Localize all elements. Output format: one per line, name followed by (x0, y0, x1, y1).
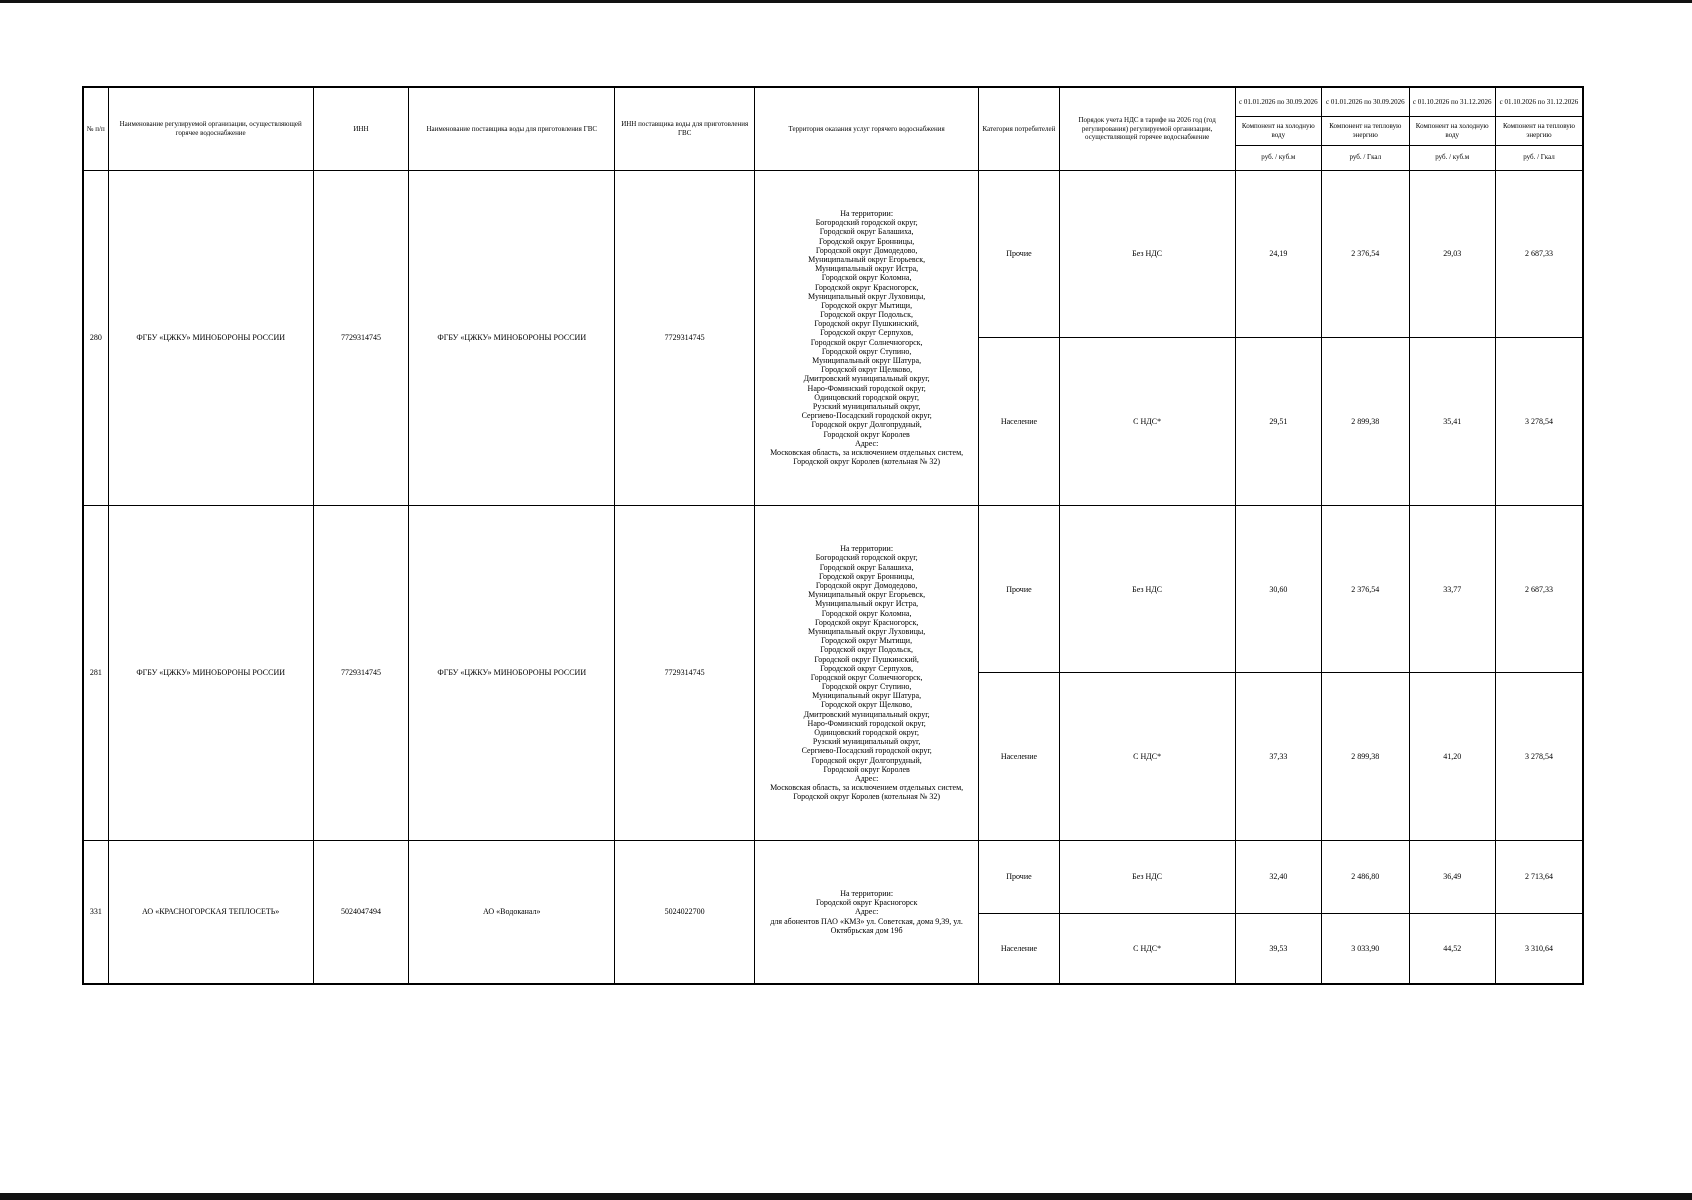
territory-line: Богородский городской округ, (815, 218, 918, 228)
territory-line: Московская область, за исключением отдельных систем, Городской округ Королев (котельная № 32) (770, 783, 964, 802)
territory-line: На территории: (840, 209, 894, 219)
value-cold-water-q1-q3: 39,53 (1235, 913, 1321, 984)
territory-line: Муниципальный округ Луховицы, (808, 626, 926, 636)
territory-line: Адрес: (854, 438, 879, 448)
value-heat-energy-q4: 3 278,54 (1495, 673, 1583, 841)
territory-line: Городской округ Красногорск, (814, 617, 919, 627)
header-component-1: Компонент на холодную воду (1235, 116, 1321, 145)
scan-edge-bottom (0, 1193, 1692, 1200)
row-number: 281 (83, 505, 108, 840)
territory-line: Городской округ Королев (823, 429, 910, 439)
header-category: Категория потребителей (979, 87, 1059, 170)
value-cold-water-q1-q3: 29,51 (1235, 338, 1321, 506)
territory-line: Городской округ Красногорск (815, 898, 918, 908)
vat-order: С НДС* (1059, 913, 1235, 984)
supplier-name: ФГБУ «ЦЖКУ» МИНОБОРОНЫ РОССИИ (409, 170, 615, 505)
territory-line: Наро-Фоминский городской округ, (807, 718, 926, 728)
supplier-name: ФГБУ «ЦЖКУ» МИНОБОРОНЫ РОССИИ (409, 505, 615, 840)
territory-line: Городской округ Домодедово, (815, 581, 918, 591)
value-cold-water-q4: 41,20 (1409, 673, 1495, 841)
header-unit-1: руб. / куб.м (1235, 145, 1321, 170)
territory-cell (755, 841, 979, 984)
value-heat-energy-q1-q3: 2 899,38 (1322, 673, 1409, 841)
vat-order: С НДС* (1059, 673, 1235, 841)
territory-line: Городской округ Ступино, (821, 682, 912, 692)
value-heat-energy-q1-q3: 2 486,80 (1322, 841, 1409, 914)
header-unit-4: руб. / Гкал (1495, 145, 1583, 170)
territory-line: Сергиево-Посадский городской округ, (801, 746, 932, 756)
territory-line: Муниципальный округ Истра, (815, 599, 919, 609)
territory-line: Городской округ Щелково, (821, 365, 913, 375)
territory-line: Рузский муниципальный округ, (812, 401, 921, 411)
territory-line: Московская область, за исключением отдельных систем, Городской округ Королев (котельная № 32) (770, 447, 964, 467)
header-inn: ИНН (313, 87, 409, 170)
consumer-category: Население (979, 338, 1059, 506)
value-heat-energy-q4: 3 310,64 (1495, 913, 1583, 984)
consumer-category: Население (979, 673, 1059, 841)
supplier-inn: 7729314745 (615, 505, 755, 840)
supplier-inn: 7729314745 (615, 170, 755, 505)
territory-line: На территории: (840, 889, 894, 899)
territory-line: Городской округ Щелково, (821, 700, 913, 710)
value-cold-water-q1-q3: 37,33 (1235, 673, 1321, 841)
territory-line: Дмитровский муниципальный округ, (803, 709, 930, 719)
table-row (83, 841, 1583, 914)
header-unit-3: руб. / куб.м (1409, 145, 1495, 170)
territory-line: Городской округ Домодедово, (815, 245, 918, 255)
org-inn: 7729314745 (313, 170, 409, 505)
territory-line: Городской округ Долгопрудный, (811, 420, 922, 430)
territory-line: Одинцовский городской округ, (814, 392, 919, 402)
table-row (83, 170, 1583, 338)
header-period-1: с 01.01.2026 по 30.09.2026 (1235, 87, 1321, 116)
consumer-category: Прочие (979, 841, 1059, 914)
territory-line: Городской округ Королев (823, 764, 910, 774)
value-heat-energy-q4: 2 713,64 (1495, 841, 1583, 914)
territory-line: Городской округ Мытищи, (821, 636, 913, 646)
territory-line: Городской округ Пушкинский, (814, 319, 919, 329)
header-num: № п/п (83, 87, 108, 170)
territory-line: Муниципальный округ Егорьевск, (808, 254, 926, 264)
territory-line: для абонентов ПАО «КМЗ» ул. Советская, дома 9,39, ул. Октябрьская дом 19б (770, 916, 963, 935)
territory-line: Городской округ Бронницы, (819, 236, 915, 246)
territory-cell (755, 505, 979, 840)
vat-order: Без НДС (1059, 841, 1235, 914)
consumer-category: Население (979, 913, 1059, 984)
territory-line: Наро-Фоминский городской округ, (807, 383, 926, 393)
value-cold-water-q1-q3: 32,40 (1235, 841, 1321, 914)
territory-line: Одинцовский городской округ, (814, 728, 919, 738)
value-heat-energy-q4: 2 687,33 (1495, 170, 1583, 338)
territory-line: Городской округ Серпухов, (820, 663, 914, 673)
supplier-name: АО «Водоканал» (409, 841, 615, 984)
value-heat-energy-q4: 3 278,54 (1495, 338, 1583, 506)
org-inn: 7729314745 (313, 505, 409, 840)
territory-line: Муниципальный округ Шатура, (812, 691, 922, 701)
territory-line: Адрес: (854, 907, 879, 917)
value-cold-water-q1-q3: 30,60 (1235, 505, 1321, 673)
territory-line: Городской округ Подольск, (820, 645, 913, 655)
territory-line: Муниципальный округ Луховицы, (808, 291, 926, 301)
row-number: 280 (83, 170, 108, 505)
territory-line: Муниципальный округ Шатура, (812, 356, 922, 366)
header-supplier: Наименование поставщика воды для приготовления ГВС (409, 87, 615, 170)
territory-line: Городской округ Балашиха, (819, 227, 914, 237)
org-inn: 5024047494 (313, 841, 409, 984)
territory-line: Городской округ Балашиха, (819, 562, 914, 572)
territory-line: Адрес: (854, 773, 879, 783)
value-heat-energy-q1-q3: 2 376,54 (1322, 170, 1409, 338)
header-org: Наименование регулируемой организации, осуществляющей горячее водоснабжение (108, 87, 313, 170)
territory-line: Городской округ Подольск, (820, 310, 913, 320)
header-supplier-inn: ИНН поставщика воды для приготовления ГВС (615, 87, 755, 170)
value-heat-energy-q1-q3: 2 376,54 (1322, 505, 1409, 673)
territory-line: Рузский муниципальный округ, (812, 737, 921, 747)
value-cold-water-q1-q3: 24,19 (1235, 170, 1321, 338)
territory-line: Дмитровский муниципальный округ, (803, 374, 930, 384)
territory-line: Городской округ Коломна, (821, 273, 912, 283)
header-component-3: Компонент на холодную воду (1409, 116, 1495, 145)
vat-order: Без НДС (1059, 505, 1235, 673)
consumer-category: Прочие (979, 170, 1059, 338)
territory-line: Муниципальный округ Егорьевск, (808, 590, 926, 600)
vat-order: С НДС* (1059, 338, 1235, 506)
territory-cell (755, 170, 979, 505)
vat-order: Без НДС (1059, 170, 1235, 338)
territory-line: Городской округ Красногорск, (814, 282, 919, 292)
header-component-2: Компонент на тепловую энергию (1322, 116, 1409, 145)
territory-line: Городской округ Долгопрудный, (811, 755, 922, 765)
value-cold-water-q4: 36,49 (1409, 841, 1495, 914)
territory-line: Городской округ Солнечногорск, (810, 337, 923, 347)
header-territory: Территория оказания услуг горячего водоснабжения (755, 87, 979, 170)
territory-line: Городской округ Бронницы, (819, 571, 915, 581)
territory-line: Сергиево-Посадский городской округ, (801, 411, 932, 421)
value-heat-energy-q4: 2 687,33 (1495, 505, 1583, 673)
org-name: АО «КРАСНОГОРСКАЯ ТЕПЛОСЕТЬ» (108, 841, 313, 984)
header-period-3: с 01.10.2026 по 31.12.2026 (1409, 87, 1495, 116)
territory-line: Городской округ Коломна, (821, 608, 912, 618)
value-cold-water-q4: 44,52 (1409, 913, 1495, 984)
header-vat: Порядок учета НДС в тарифе на 2026 год (год регулирования) регулируемой организации, осуществляющей горячее водоснабжение (1059, 87, 1235, 170)
territory-line: На территории: (840, 544, 894, 554)
value-cold-water-q4: 29,03 (1409, 170, 1495, 338)
table-row (83, 505, 1583, 673)
territory-line: Муниципальный округ Истра, (815, 264, 919, 274)
consumer-category: Прочие (979, 505, 1059, 673)
header-period-4: с 01.10.2026 по 31.12.2026 (1495, 87, 1583, 116)
value-cold-water-q4: 35,41 (1409, 338, 1495, 506)
header-unit-2: руб. / Гкал (1322, 145, 1409, 170)
territory-line: Городской округ Пушкинский, (814, 654, 919, 664)
org-name: ФГБУ «ЦЖКУ» МИНОБОРОНЫ РОССИИ (108, 170, 313, 505)
value-heat-energy-q1-q3: 3 033,90 (1322, 913, 1409, 984)
header-period-2: с 01.01.2026 по 30.09.2026 (1322, 87, 1409, 116)
scan-edge-top (0, 0, 1692, 3)
value-cold-water-q4: 33,77 (1409, 505, 1495, 673)
value-heat-energy-q1-q3: 2 899,38 (1322, 338, 1409, 506)
territory-line: Городской округ Мытищи, (821, 300, 913, 310)
tariff-table (82, 86, 1584, 985)
supplier-inn: 5024022700 (615, 841, 755, 984)
header-component-4: Компонент на тепловую энергию (1495, 116, 1583, 145)
territory-line: Городской округ Серпухов, (820, 328, 914, 338)
row-number: 331 (83, 841, 108, 984)
org-name: ФГБУ «ЦЖКУ» МИНОБОРОНЫ РОССИИ (108, 505, 313, 840)
territory-line: Городской округ Ступино, (821, 346, 912, 356)
territory-line: Богородский городской округ, (815, 553, 918, 563)
territory-line: Городской округ Солнечногорск, (810, 672, 923, 682)
